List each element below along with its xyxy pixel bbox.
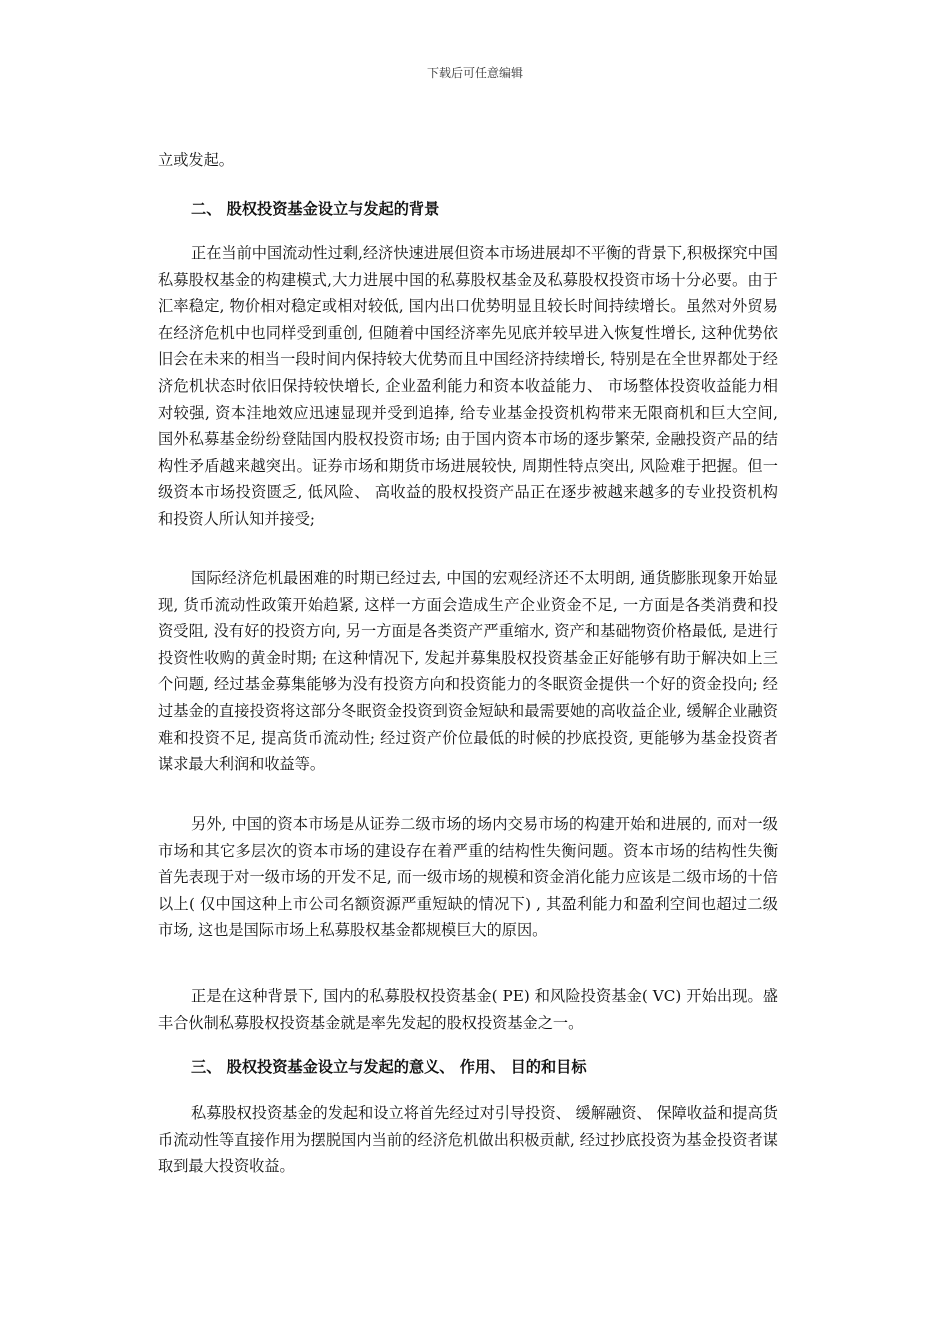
paragraph-background-4: 正是在这种背景下, 国内的私募股权投资基金( PE) 和风险投资基金( VC) 开始出现。盛丰合伙制私募股权投资基金就是率先发起的股权投资基金之一。 <box>158 987 778 1032</box>
section-heading-3: 三、 股权投资基金设立与发起的意义、 作用、 目的和目标 <box>191 1058 587 1076</box>
paragraph-background-2: 国际经济危机最困难的时期已经过去, 中国的宏观经济还不太明朗, 通货膨胀现象开始显现, 货币流动性政策开始趋紧, 这样一方面会造成生产企业资金不足, 一方面是各类消费和投资受阻, 没有好的投资方向, 另一方面是各类资产严重缩水, 资产和基础物资价格最低, 是进行投资性收购的黄金时期; 在这种情况下, 发起并募集股权投资基金正好能够有助于解决如上三个问题, 经过基金募集能够为没有投资方向和投资能力的冬眠资金提供一个好的资金投向; 经过基金的直接投资将这部分冬眠资金投资到资金短缺和最需要她的高收益企业, 缓解企业融资难和投资不足, 提高货币流动性; 经过资产价位最低的时候的抄底投资, 更能够为基金投资者谋求最大利润和收益等。 <box>158 569 778 774</box>
paragraph-purpose-1: 私募股权投资基金的发起和设立将首先经过对引导投资、 缓解融资、 保障收益和提高货币流动性等直接作用为摆脱国内当前的经济危机做出积极贡献, 经过抄底投资为基金投资者谋取到最大投资收益。 <box>158 1104 778 1176</box>
paragraph-background-1: 正在当前中国流动性过剩,经济快速进展但资本市场进展却不平衡的背景下,积极探究中国私募股权基金的构建模式,大力进展中国的私募股权基金及私募股权投资市场十分必要。由于汇率稳定, 物价相对稳定或相对较低, 国内出口优势明显且较长时间持续增长。虽然对外贸易在经济危机中也同样受到重创, 但随着中国经济率先见底并较早进入恢复性增长, 这种优势依旧会在未来的相当一段时间内保持较大优势而且中国经济持续增长, 特别是在全世界都处于经济危机状态时依旧保持较快增长, 企业盈利能力和资本收益能力、 市场整体投资收益能力相对较强, 资本洼地效应迅速显现并受到追捧, 给专业基金投资机构带来无限商机和巨大空间, 国外私募基金纷纷登陆国内股权投资市场; 由于国内资本市场的逐步繁荣, 金融投资产品的结构性矛盾越来越突出。证券市场和期货市场进展较快, 周期性特点突出, 风险难于把握。但一级资本市场投资匮乏, 低风险、 高收益的股权投资产品正在逐步被越来越多的专业投资机构和投资人所认知并接受; <box>158 244 778 528</box>
section-heading-2: 二、 股权投资基金设立与发起的背景 <box>191 200 440 218</box>
paragraph-continuation: 立或发起。 <box>158 151 234 169</box>
page-header: 下载后可任意编辑 <box>426 66 523 80</box>
paragraph-background-3: 另外, 中国的资本市场是从证券二级市场的场内交易市场的构建开始和进展的, 而对一级市场和其它多层次的资本市场的建设存在着严重的结构性失衡问题。资本市场的结构性失衡首先表现于对一级市场的开发不足, 而一级市场的规模和资金消化能力应该是二级市场的十倍以上( 仅中国这种上市公司名额资源严重短缺的情况下) , 其盈利能力和盈利空间也超过二级市场, 这也是国际市场上私募股权基金都规模巨大的原因。 <box>158 815 778 940</box>
